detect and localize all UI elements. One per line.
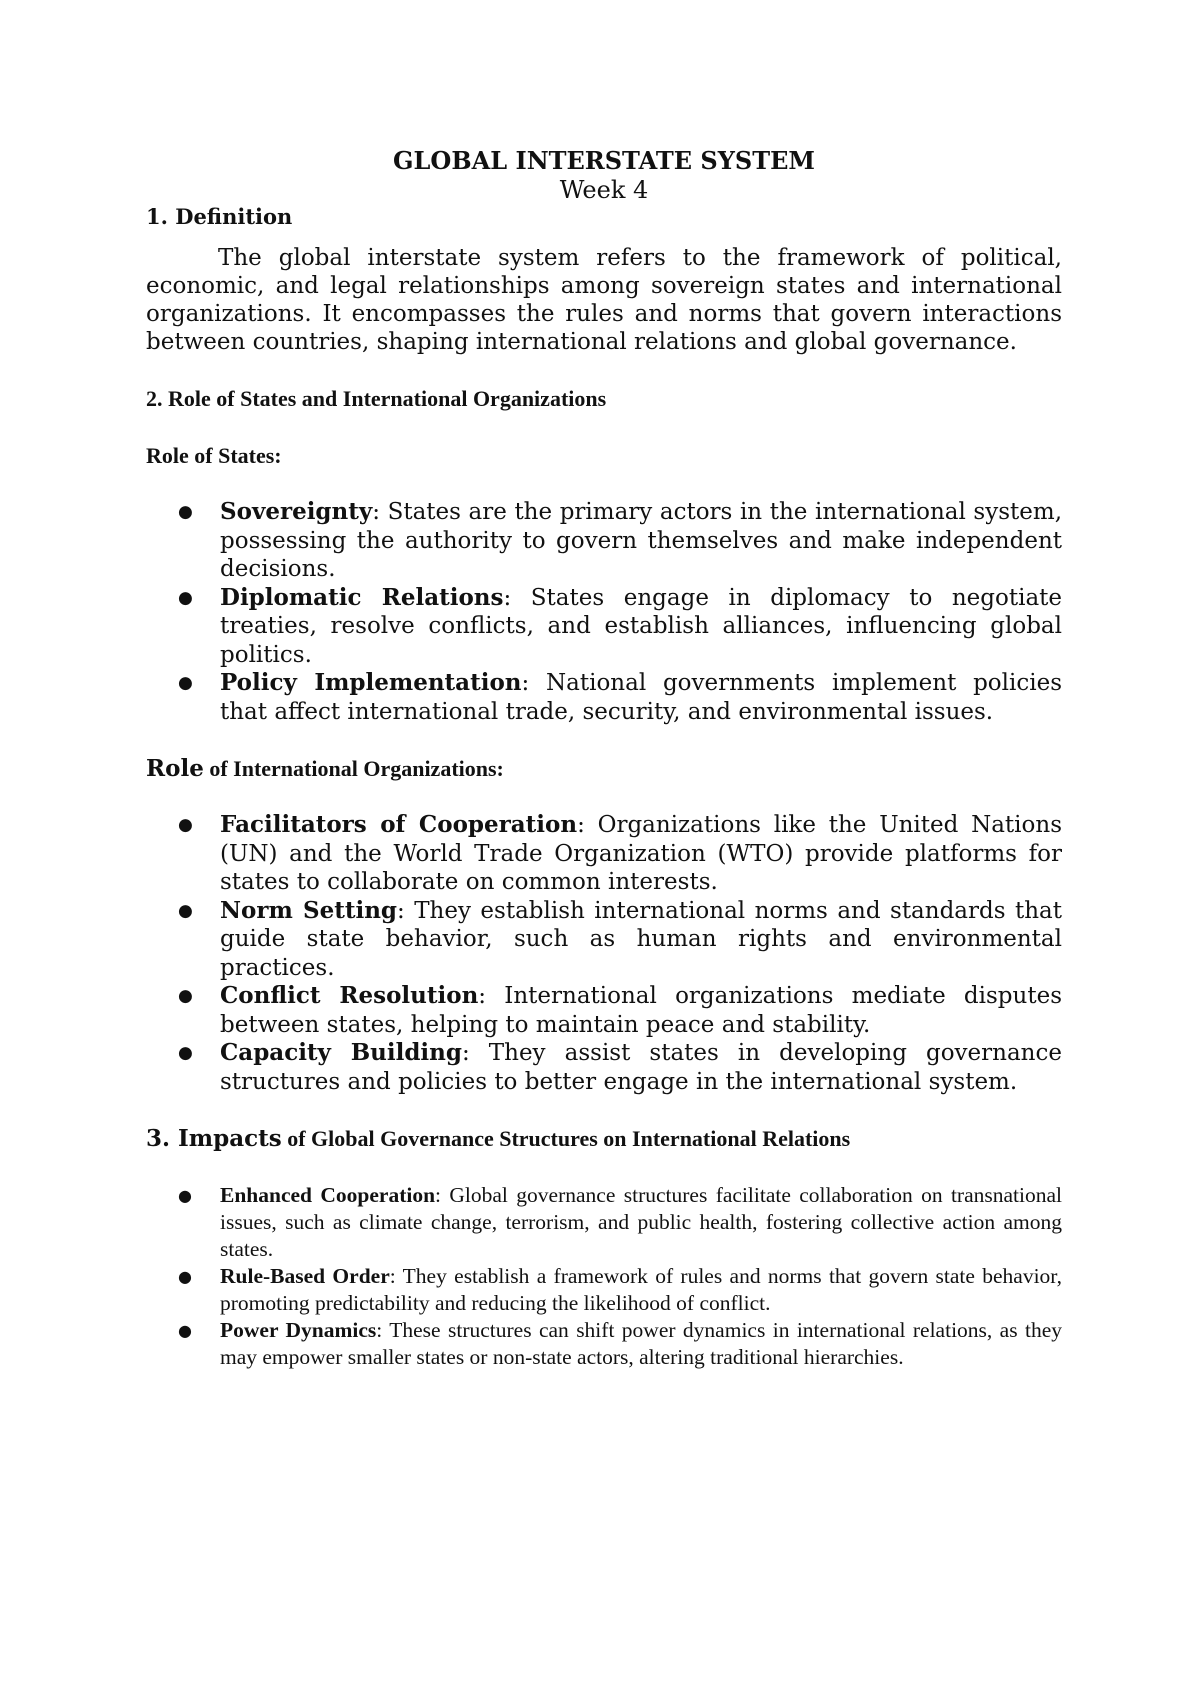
- bullet-icon: ●: [178, 502, 193, 522]
- list-item-term: Policy Implementation: [220, 669, 522, 696]
- role-of-states-list: [146, 498, 1062, 726]
- list-item-term: Conflict Resolution: [220, 982, 479, 1009]
- role-of-organizations-list: [146, 811, 1062, 1096]
- heading-rest: of Global Governance Structures on International Relations: [281, 1126, 851, 1151]
- list-item-text: : Global governance structures facilitate collaboration on transnational issues, such as climate change, terrorism, and public health, fostering collective action among states.: [220, 1183, 1062, 1261]
- heading-lead: 3. Impacts: [146, 1125, 282, 1152]
- role-of-states-heading: Role of States:: [146, 443, 282, 468]
- heading-rest: of International Organizations:: [203, 756, 504, 781]
- list-item-term: Rule-Based Order: [220, 1264, 390, 1288]
- list-item-term: Facilitators of Cooperation: [220, 811, 578, 838]
- list-item-text: : States are the primary actors in the international system, possessing the authority to govern themselves and make independent decisions.: [220, 499, 1062, 582]
- bullet-icon: ●: [178, 1043, 193, 1063]
- bullet-icon: ●: [178, 900, 193, 921]
- list-item-text: : These structures can shift power dynamics in international relations, as they may empower smaller states or non-state actors, altering traditional hierarchies.: [220, 1318, 1062, 1369]
- list-item-text: : They assist states in developing governance structures and policies to better engage in the international system.: [220, 1040, 1062, 1095]
- document-subtitle: Week 4: [559, 176, 649, 204]
- section-impacts-heading: [146, 1125, 1062, 1153]
- list-item-term: Power Dynamics: [220, 1318, 377, 1342]
- list-item-term: Sovereignty: [220, 498, 373, 525]
- bullet-icon: ●: [178, 1321, 192, 1340]
- list-item-text: : International organizations mediate disputes between states, helping to maintain peace and stability.: [220, 983, 1062, 1038]
- list-item: [146, 1263, 1062, 1317]
- document-title: GLOBAL INTERSTATE SYSTEM: [393, 146, 815, 175]
- bullet-icon: ●: [178, 1267, 192, 1286]
- list-item-text: : National governments implement policies that affect international trade, security, and environmental issues.: [220, 670, 1063, 725]
- list-item-text: : States engage in diplomacy to negotiate treaties, resolve conflicts, and establish alliances, influencing global politics.: [220, 584, 1063, 668]
- bullet-icon: ●: [178, 815, 193, 835]
- list-item-text: : Organizations like the United Nations (UN) and the World Trade Organization (WTO) provide platforms for states to collaborate on common interests.: [220, 812, 1062, 895]
- list-item: [146, 811, 1062, 897]
- heading-lead: Role: [146, 755, 204, 782]
- list-item: [146, 897, 1062, 983]
- definition-paragraph: The global interstate system refers to the framework of political, economic, and legal relationships among sovereign states and international organizations. It encompasses the rules and norms that govern interactions between countries, shaping international relations and global governance.: [146, 245, 1062, 355]
- list-item-term: Diplomatic Relations: [220, 583, 504, 611]
- list-item-term: Capacity Building: [220, 1039, 462, 1066]
- impacts-list: [146, 1182, 1062, 1371]
- list-item-term: Norm Setting: [220, 896, 397, 924]
- section-roles-heading: 2. Role of States and International Organizations: [146, 386, 607, 411]
- bullet-icon: ●: [178, 986, 193, 1006]
- document-page: [146, 146, 1062, 1400]
- list-item-term: Enhanced Cooperation: [220, 1183, 436, 1207]
- list-item-text: : They establish international norms and standards that guide state behavior, such as human rights and environmental practices.: [220, 897, 1063, 981]
- list-item: [146, 1182, 1062, 1263]
- list-item: [146, 669, 1062, 726]
- role-of-organizations-heading: [146, 755, 1062, 783]
- bullet-icon: ●: [178, 673, 193, 693]
- list-item: [146, 498, 1062, 584]
- list-item: [146, 982, 1062, 1039]
- section-definition-heading: 1. Definition: [146, 204, 293, 229]
- bullet-icon: ●: [178, 587, 193, 608]
- bullet-icon: ●: [178, 1186, 192, 1205]
- list-item: [146, 1039, 1062, 1096]
- list-item: [146, 584, 1062, 670]
- list-item-text: : They establish a framework of rules and norms that govern state behavior, promoting predictability and reducing the likelihood of conflict.: [220, 1264, 1062, 1315]
- list-item: [146, 1317, 1062, 1371]
